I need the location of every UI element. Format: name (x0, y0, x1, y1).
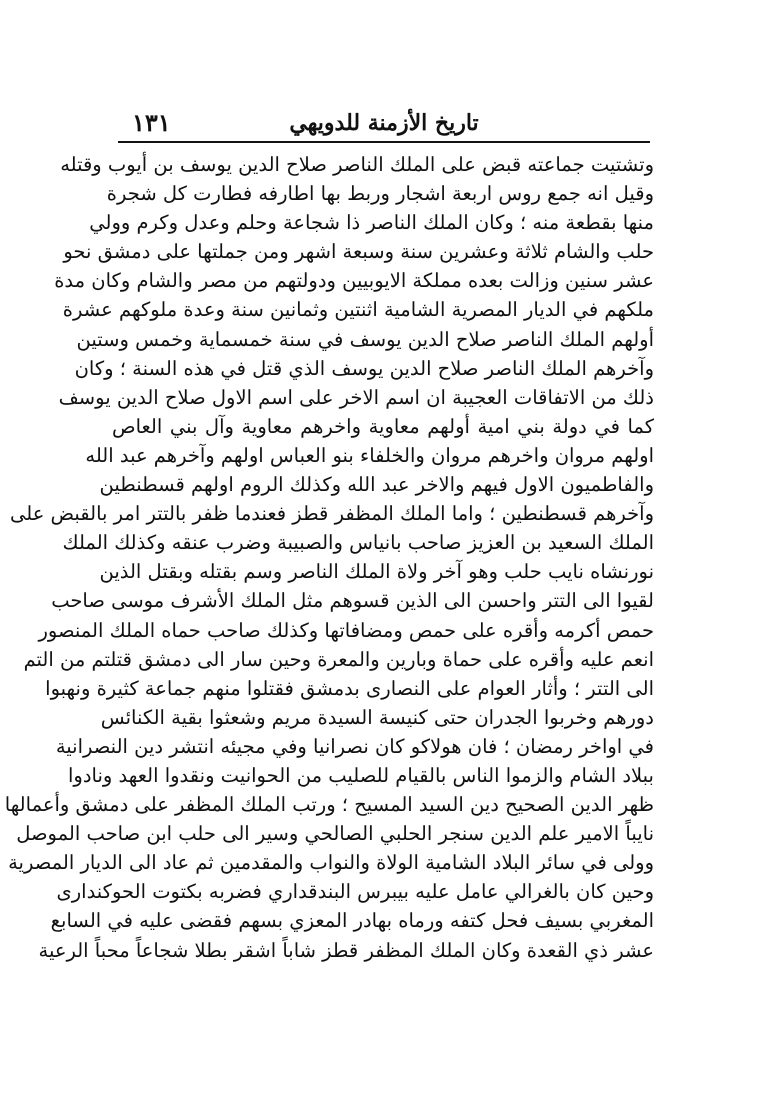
text-line: ظهر الدين الصحيح دين السيد المسيح ؛ ورتب الملك المظفر على دمشق وأعمالها (4, 793, 654, 817)
text-line: ببلاد الشام والزموا الناس بالقيام للصليب من الحوانيت ونقدوا العهد ونادوا (68, 763, 654, 787)
text-line: وآخرهم قسطنطين ؛ واما الملك المظفر قطز فعندما ظفر بالتتر امر بالقبض على (9, 502, 654, 526)
text-line: في اواخر رمضان ؛ فان هولاكو كان نصرانيا وفي مجيئه انتشر دين النصرانية (55, 734, 654, 758)
text-line: كما في دولة بني امية أولهم معاوية واخرهم معاوية وآل بني العاص (112, 414, 654, 438)
text-line: انعم عليه وأقره على حماة وبارين والمعرة وحين سار الى دمشق قتلتم من التم (23, 647, 654, 671)
text-line: وآخرهم الملك الناصر صلاح الدين يوسف الذي قتل في هذه السنة ؛ وكان (74, 356, 654, 380)
text-line: الى التتر ؛ وأثار العوام على النصارى بدمشق فقتلوا منهم جماعة كثيرة ونهبوا (45, 676, 654, 700)
text-line: وحين كان بالغرالي عامل عليه بيبرس البندقداري فضربه بكتوت الحوكندارى (56, 880, 654, 904)
text-line: اولهم مروان واخرهم مروان والخلفاء بنو العباس اولهم وآخرهم عبد الله (85, 443, 654, 467)
body-text (4, 150, 654, 965)
running-title: تاريخ الأزمنة للدويهي (289, 110, 479, 136)
text-line: حلب والشام ثلاثة وعشرين سنة وسبعة اشهر ومن جملتها على دمشق نحو (63, 240, 654, 264)
text-line: لقيوا الى التتر واحسن الى الذين قسوهم مثل الملك الأشرف موسى صاحب (51, 589, 654, 613)
text-line: عشر سنين وزالت بعده مملكة الايوبيين ودولتهم من مصر والشام وكان مدة (54, 269, 654, 293)
text-line: المغربي بسيف فحل كتفه ورماه بهادر المعزي بسهم فقضى عليه في السابع (50, 909, 654, 933)
text-line: حمص أكرمه وأقره على حمص ومضافاتها وكذلك صاحب حماه الملك المنصور (38, 618, 654, 642)
running-header (118, 106, 650, 142)
text-line: نورنشاه نايب حلب وهو آخر ولاة الملك الناصر وسم بقتله وبقتل الذين (99, 560, 654, 584)
text-line: عشر ذي القعدة وكان الملك المظفر قطز شاباً اشقر بطلا شجاعاً محباً الرعية (38, 938, 654, 962)
text-line: وقيل انه جمع روس اربعة اشجار وربط بها اطارفه فطارت كل شجرة (106, 182, 654, 206)
text-line: الملك السعيد بن العزيز صاحب بانياس والصبيبة وضرب عنقه وكذلك الملك (62, 531, 654, 555)
text-line: دورهم وخربوا الجدران حتى كنيسة السيدة مريم وشعثوا بقية الكنائس (100, 705, 654, 729)
text-line: منها بقطعة منه ؛ وكان الملك الناصر ذا شجاعة وحلم وعدل وكرم وولي (89, 211, 654, 235)
text-line: أولهم الملك الناصر صلاح الدين يوسف في سنة خمسماية وخمس وستين (76, 327, 654, 351)
text-line: ملكهم في الديار المصرية الشامية اثنتين وثمانين سنة وعدة ملوكهم عشرة (62, 298, 654, 322)
text-line: والفاطميون الاول فيهم والاخر عبد الله وكذلك الروم اولهم قسطنطين (99, 473, 654, 497)
text-line: وولى في سائر البلاد الشامية الولاة والنواب والمقدمين ثم عاد الى الديار المصرية (8, 851, 654, 875)
text-line: ذلك من الاتفاقات العجيبة ان اسم الاخر على اسم الاول صلاح الدين يوسف (58, 385, 654, 409)
header-rule (118, 141, 650, 143)
text-line: وتشتيت جماعته قبض على الملك الناصر صلاح الدين يوسف بن أيوب وقتله (60, 153, 654, 176)
page-number: ١٣١ (132, 108, 171, 137)
text-line: نايباً الامير علم الدين سنجر الحلبي الصالحي وسير الى حلب ابن صاحب الموصل (16, 822, 654, 846)
